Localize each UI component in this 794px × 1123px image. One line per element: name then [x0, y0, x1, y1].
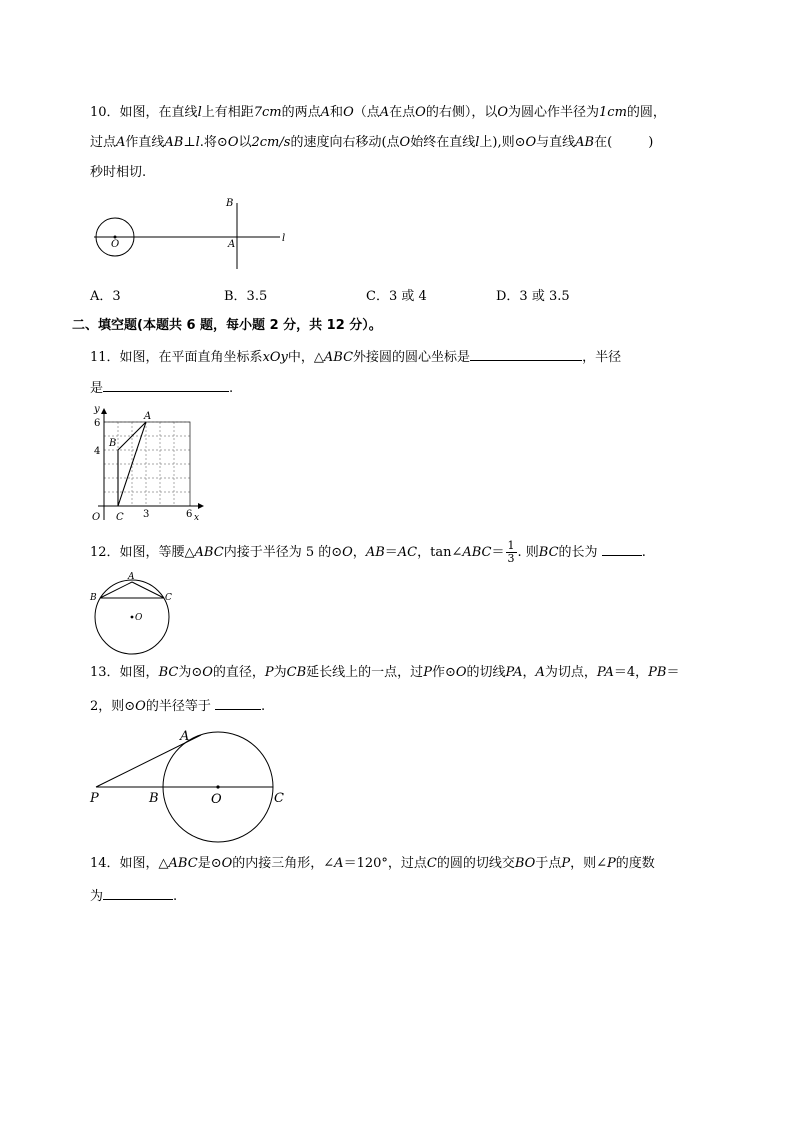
q10-figure: [90, 195, 300, 275]
label-b: B: [90, 593, 97, 603]
answer-blank-center[interactable]: [470, 347, 582, 361]
q10-line-1: 10．如图，在直线l上有相距7cm的两点A和O（点A在点O的右侧），以O为圆心作半径为1cm的圆，: [90, 105, 666, 120]
fraction-one-third: $\frac{1}{3}$: [507, 539, 515, 565]
option-a[interactable]: A．3: [90, 289, 121, 304]
answer-blank-radius[interactable]: [103, 378, 229, 392]
tick-4y: 4: [94, 446, 101, 457]
label-origin: O: [92, 512, 101, 523]
q12-figure: [88, 570, 178, 660]
label-b: B: [109, 438, 117, 449]
label-a: A: [228, 239, 236, 250]
answer-blank-bc[interactable]: [602, 542, 642, 556]
tick-3: 3: [143, 509, 150, 520]
q10-line-2: 过点A作直线AB⊥l.将⊙O以2cm/s的速度向右移动(点O始终在直线l上),则⊙O与直线AB在( ): [90, 135, 654, 150]
q13-line-2: 2，则⊙O的半径等于 .: [90, 696, 265, 716]
label-p: P: [90, 791, 99, 806]
answer-blank-radius[interactable]: [215, 696, 261, 710]
q10-line-3: 秒时相切.: [90, 165, 147, 180]
label-b: B: [149, 791, 159, 806]
label-o: O: [111, 239, 120, 250]
q11-coordinate-figure: [88, 398, 218, 528]
label-a: A: [180, 729, 190, 744]
option-c[interactable]: C．3 或 4: [366, 289, 427, 304]
option-b[interactable]: B．3.5: [224, 289, 268, 304]
option-d[interactable]: D．3 或 3.5: [496, 289, 570, 304]
label-l: l: [282, 233, 286, 244]
q14-line-2: 为 .: [90, 886, 177, 906]
label-x: x: [194, 513, 200, 523]
label-o: O: [211, 792, 222, 807]
chord-ab: [100, 582, 132, 598]
q13-figure: [86, 720, 296, 860]
tick-6x: 6: [186, 509, 193, 520]
q11-line-1: 11．如图，在平面直角坐标系xOy中，△ABC外接圆的圆心坐标是 ，半径: [90, 347, 621, 367]
label-c: C: [116, 512, 124, 523]
q14-line-1: 14．如图，△ABC是⊙O的内接三角形，∠A＝120°，过点C的圆的切线交BO于点P，则∠P的度数: [90, 856, 655, 871]
label-a: A: [128, 572, 135, 582]
q13-line-1: 13．如图，BC为⊙O的直径，P为CB延长线上的一点，过P作⊙O的切线PA，A为切点，PA＝4，PB＝: [90, 665, 680, 680]
tick-6y: 6: [94, 418, 101, 429]
section-heading: 二、填空题(本题共 6 题，每小题 2 分，共 12 分）。: [72, 318, 382, 333]
center-dot: [131, 616, 134, 619]
label-c: C: [165, 593, 172, 603]
q12-line-1: 12．如图，等腰△ABC内接于半径为 5 的⊙O，AB＝AC，tan∠ABC＝ $\frac{1}{3}$ . 则BC的长为 .: [90, 539, 646, 565]
label-c: C: [274, 791, 284, 806]
chord-ac: [132, 582, 164, 598]
label-y: y: [94, 404, 100, 415]
label-b: B: [226, 198, 234, 209]
label-a: A: [144, 411, 152, 422]
center-dot: [216, 785, 219, 788]
answer-blank-angle[interactable]: [103, 886, 173, 900]
q11-line-2: 是 .: [90, 378, 233, 398]
label-o: O: [135, 613, 143, 623]
